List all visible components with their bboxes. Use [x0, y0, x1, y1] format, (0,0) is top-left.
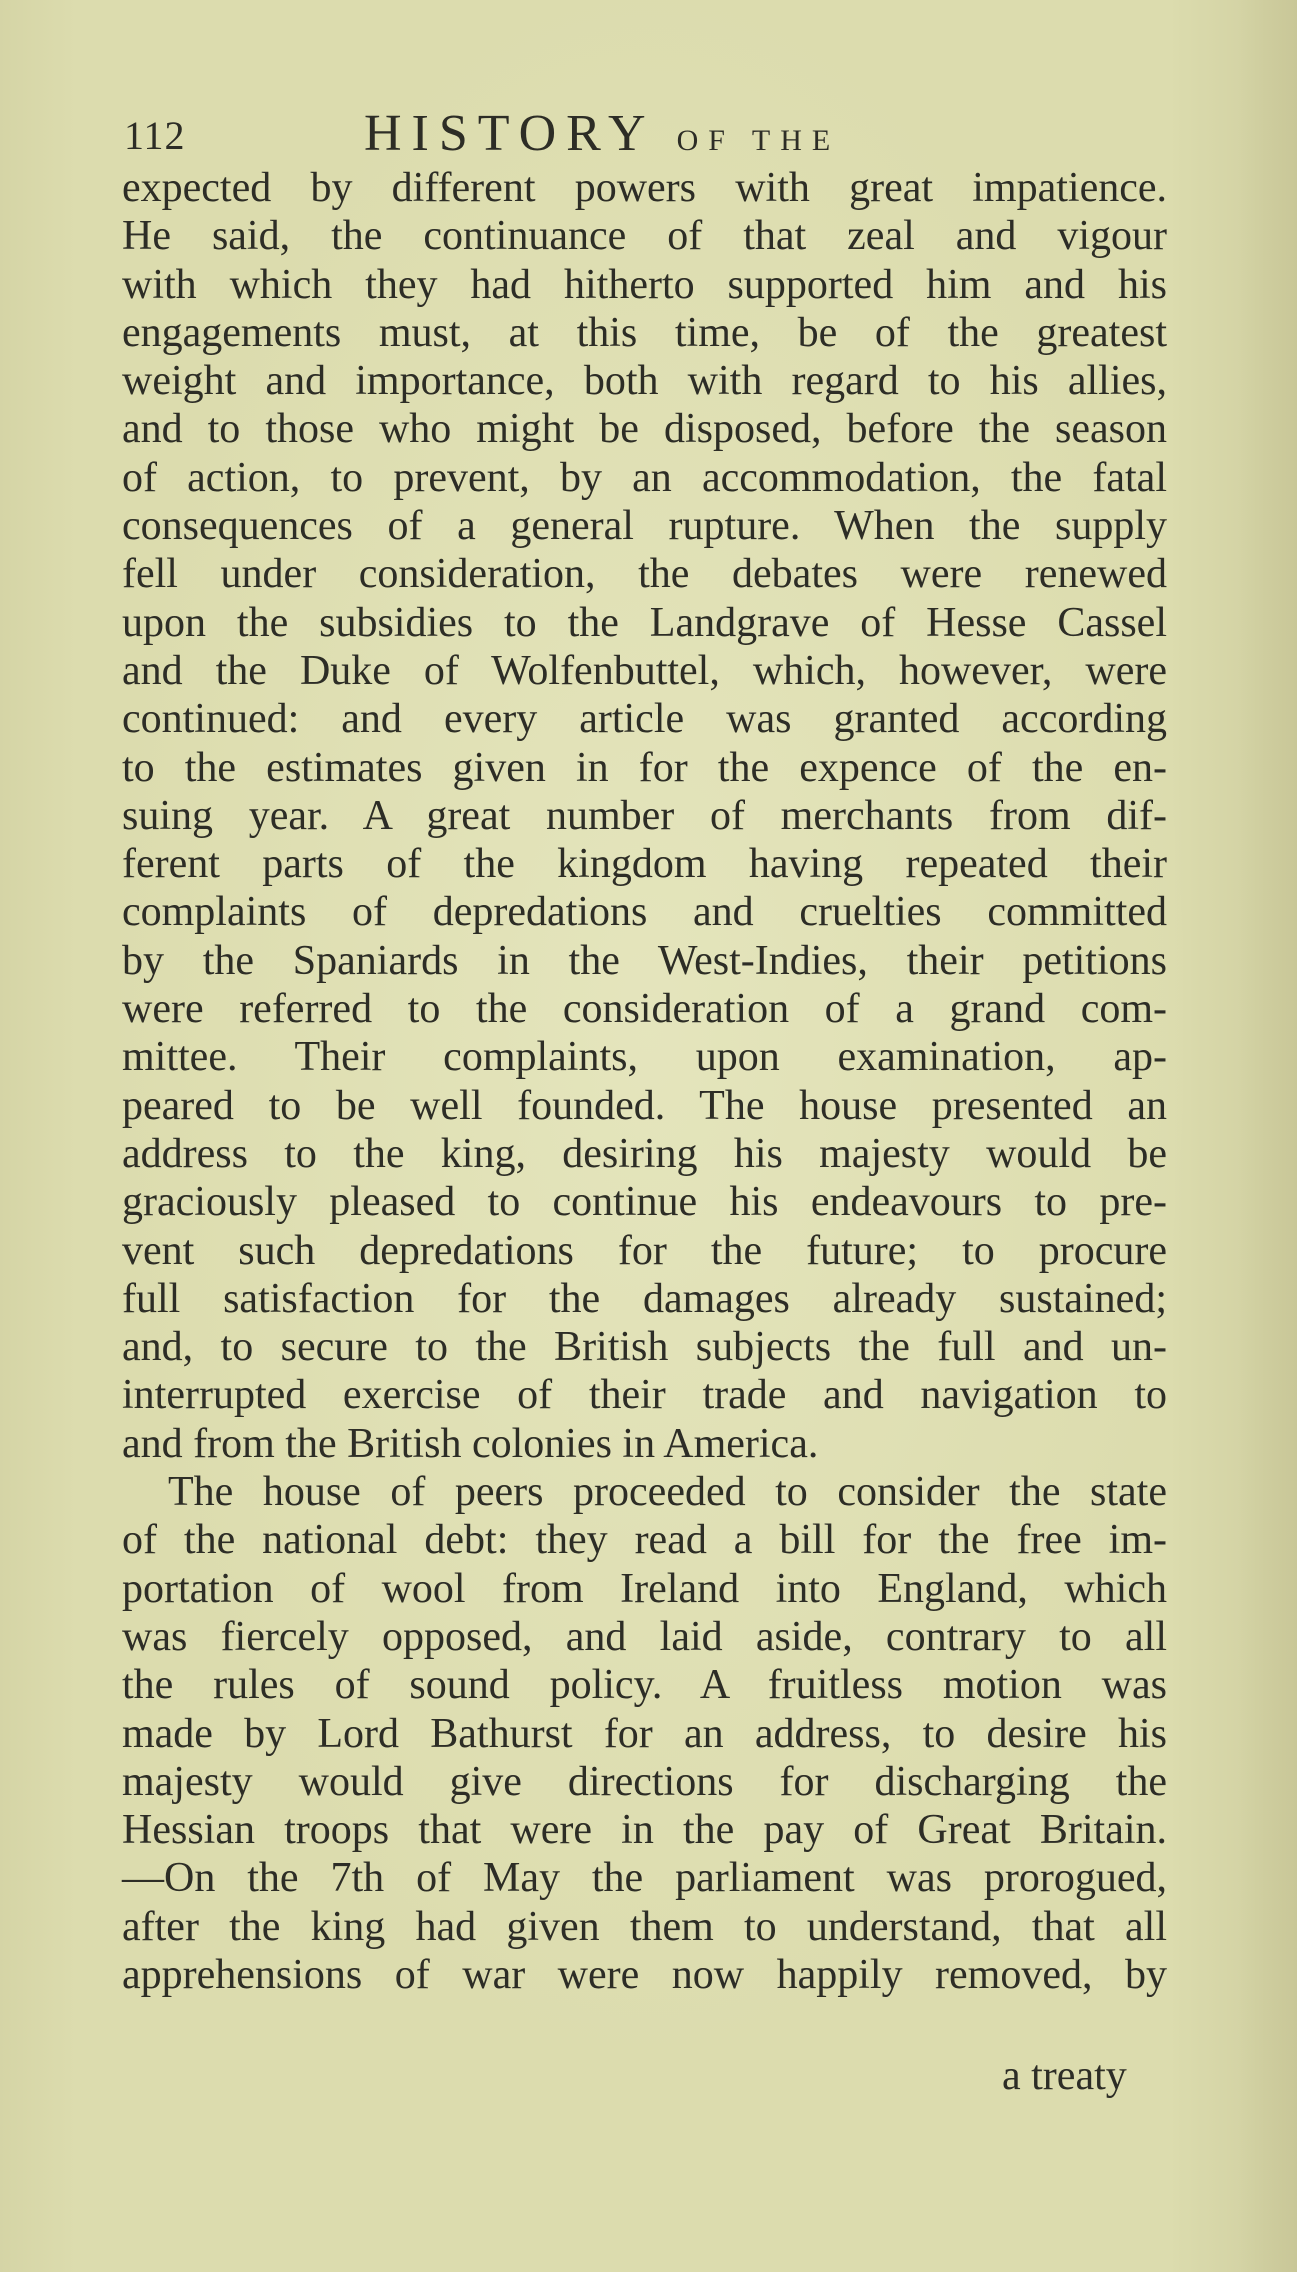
text-line: vent such depredations for the future; to procure: [122, 1227, 1167, 1274]
running-title-large: HISTORY: [364, 105, 654, 162]
text-line: upon the subsidies to the Landgrave of Hesse Cassel: [122, 599, 1167, 646]
text-line: expected by different powers with great impatience.: [122, 165, 1167, 211]
text-line: ferent parts of the kingdom having repeated their: [122, 841, 1167, 888]
text-line: the rules of sound policy. A fruitless motion was: [122, 1662, 1167, 1709]
text-line: interrupted exercise of their trade and navigation to: [122, 1372, 1167, 1419]
text-line: He said, the continuance of that zeal and vigour: [122, 213, 1167, 260]
text-line: and from the British colonies in America.: [122, 1420, 819, 1467]
body-text: [122, 164, 1167, 1999]
text-line: peared to be well founded. The house presented an: [122, 1082, 1167, 1129]
text-line: of action, to prevent, by an accommodation, the fatal: [122, 454, 1167, 501]
text-line: graciously pleased to continue his endeavours to pre-: [122, 1179, 1167, 1226]
text-line: Hessian troops that were in the pay of Great Britain.: [122, 1807, 1167, 1854]
running-title-small: OF THE: [676, 124, 841, 157]
text-line: mittee. Their complaints, upon examination, ap-: [122, 1034, 1167, 1081]
text-line: with which they had hitherto supported him and his: [122, 261, 1167, 308]
text-line: made by Lord Bathurst for an address, to desire his: [122, 1710, 1167, 1757]
text-line: of the national debt: they read a bill for the free im-: [122, 1517, 1167, 1564]
text-line: by the Spaniards in the West-Indies, their petitions: [122, 937, 1167, 984]
page-edge-shading: [1237, 0, 1297, 2272]
page-number: 112: [124, 113, 186, 158]
text-line: continued: and every article was granted according: [122, 696, 1167, 743]
text-line: were referred to the consideration of a grand com-: [122, 986, 1167, 1033]
text-line: consequences of a general rupture. When the supply: [122, 503, 1167, 550]
text-line: majesty would give directions for discharging the: [122, 1758, 1167, 1805]
text-line: engagements must, at this time, be of the greatest: [122, 309, 1167, 356]
text-line: and the Duke of Wolfenbuttel, which, however, were: [122, 647, 1167, 694]
text-line: suing year. A great number of merchants from dif-: [122, 792, 1167, 839]
text-line: full satisfaction for the damages already sustained;: [122, 1275, 1167, 1322]
running-head: [124, 104, 1184, 164]
text-line: and to those who might be disposed, before the season: [122, 406, 1167, 453]
text-line: apprehensions of war were now happily removed, by: [122, 1951, 1167, 1998]
running-title: [364, 104, 840, 163]
text-line: portation of wool from Ireland into England, which: [122, 1565, 1167, 1612]
text-line: weight and importance, both with regard to his allies,: [122, 358, 1167, 405]
text-line: was fiercely opposed, and laid aside, contrary to all: [122, 1613, 1167, 1660]
catchword: a treaty: [1002, 2053, 1127, 2099]
text-line: after the king had given them to understand, that all: [122, 1903, 1167, 1950]
text-line: complaints of depredations and cruelties committed: [122, 889, 1167, 936]
text-line: and, to secure to the British subjects the full and un-: [122, 1324, 1167, 1371]
text-line: to the estimates given in for the expence of the en-: [122, 744, 1167, 791]
text-line: fell under consideration, the debates were renewed: [122, 551, 1167, 598]
text-line: The house of peers proceeded to consider the state: [168, 1469, 1167, 1516]
text-line: —On the 7th of May the parliament was prorogued,: [122, 1855, 1167, 1902]
text-line: address to the king, desiring his majesty would be: [122, 1130, 1167, 1177]
